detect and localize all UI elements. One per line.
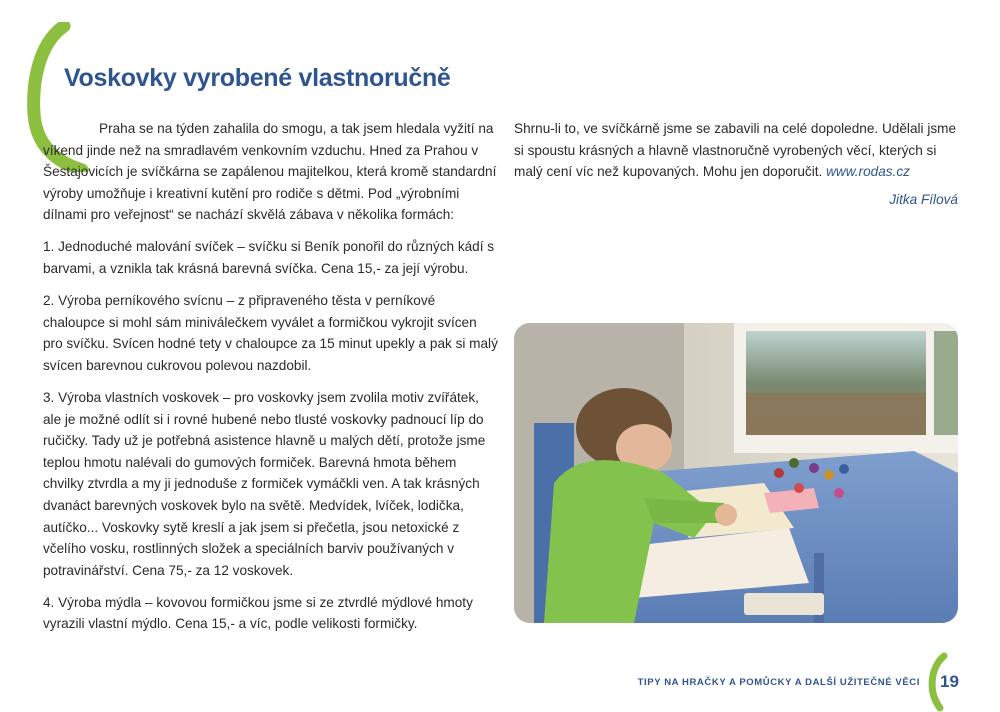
intro-paragraph: Praha se na týden zahalila do smogu, a tak jsem hledala vyžití na víkend jinde než na smradlavém venkovním vzduchu. Hned za Prahou v Šestajovicích je svíčkárna se zapálenou majitelkou, která kromě standardní výroby umožňuje i kreativní kutění pro rodiče s dětmi. Pod „výrobními dílnami pro veřejnost“ se nachází skvělá zábava v několika formách: (43, 121, 497, 223)
summary-paragraph: Shrnu-li to, ve svíčkárně jsme se zabavili na celé dopoledne. Udělali jsme si spoustu krásných a hlavně vlastnoručně vyrobených věcí, kterých si malý cení víc než kupovaných. Mohu jen doporučit. www.rodas.cz (514, 121, 957, 180)
page-number: 19 (940, 672, 959, 691)
website-link[interactable]: www.rodas.cz (826, 164, 910, 180)
left-column (43, 118, 498, 646)
article-title: Voskovky vyrobené vlastnoručně (64, 64, 451, 92)
author-name: Jitka Fílová (889, 192, 958, 207)
list-item-2: 2. Výroba perníkového svícnu – z připraveného těsta v perníkové chaloupce si mohl sám miniválečkem vyválet a formičkou vykrojit svícen pro svíčku. Svícen hodné tety v chaloupce za 15 minut upekly a pak si malý svícen barevnou cukrovou polevou nazdobil. (43, 293, 498, 373)
list-item-4: 4. Výroba mýdla – kovovou formičkou jsme si ze ztvrdlé mýdlové hmoty vyrazili vlastní mýdlo. Cena 15,- a víc, podle velikosti formičky. (43, 594, 473, 632)
child-drawing-photo (514, 323, 958, 623)
section-label: TIPY NA HRAČKY A POMŮCKY A DALŠÍ UŽITEČNÉ VĚCI (637, 677, 920, 688)
list-item-3: 3. Výroba vlastních voskovek – pro voskovky jsem zvolila motiv zvířátek, ale je možné odlít si i rovné hubené nebo tlusté voskovky padnoucí líp do ručičky. Tady už je potřebná asistence hlavně u malých dětí, protože jsme teplou hmotu nalévali do gumových formiček. Barevná hmota během chvilky ztvrdla a my ji jednoduše z formiček vymáčkli ven. A tak krásných dvanáct barevných voskovek bylo na světě. Medvídek, lvíček, lodička, autíčko... Voskovky sytě kreslí a jak jsem si přečetla, jsou netoxické z včelího vosku, rostlinných složek a speciálních barviv používaných v potravinářství. Cena 75,- za 12 voskovek. (43, 390, 486, 578)
list-item-1: 1. Jednoduché malování svíček – svíčku si Beník ponořil do různých kádí s barvami, a vznikla tak krásná barevná svíčka. Cena 15,- za její výrobu. (43, 239, 495, 277)
right-column (514, 118, 966, 193)
